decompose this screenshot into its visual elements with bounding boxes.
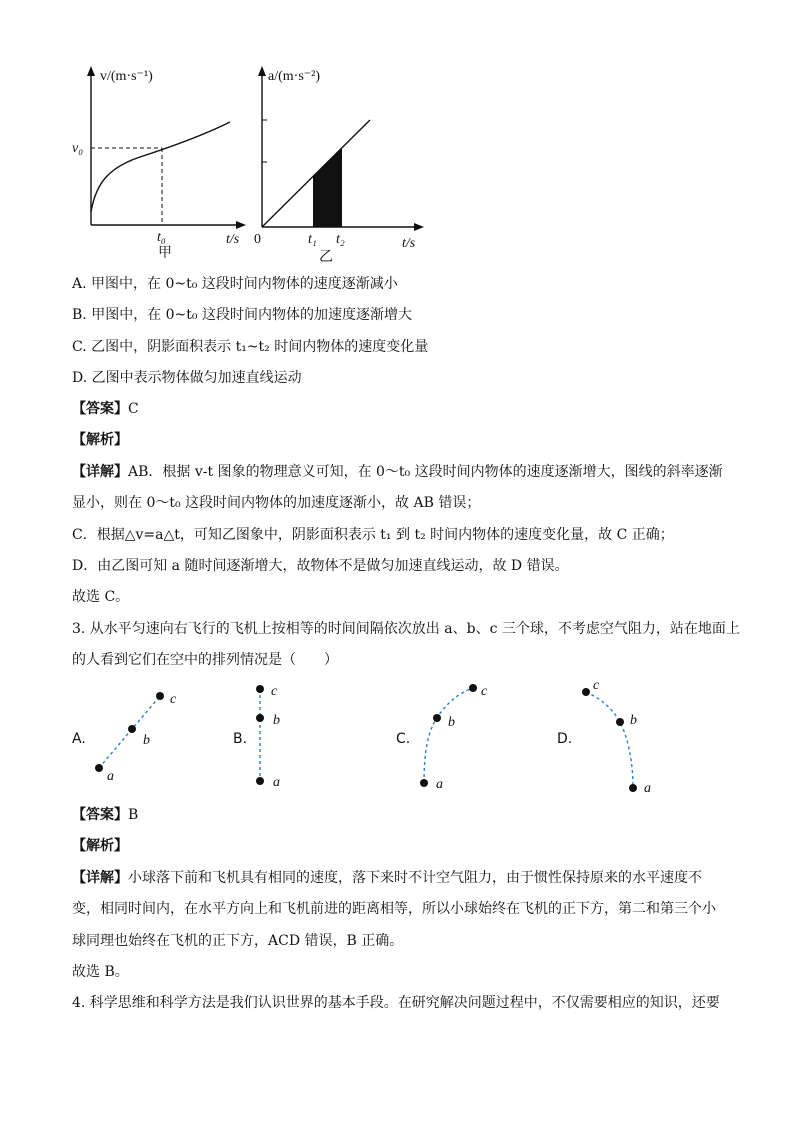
option-a-letter: A. <box>72 731 86 747</box>
option-b-letter: B. <box>233 731 248 747</box>
option-d-ball-a <box>629 784 637 792</box>
q3-stem-1: 3. 从水平匀速向右飞行的飞机上按相等的时间间隔依次放出 a、b、c 三个球，不考虑空气阻力，站在地面上 <box>72 621 740 637</box>
option-d-ball-c <box>582 688 590 696</box>
option-b-label-c: c <box>271 684 278 699</box>
option-b-ball-a <box>256 777 264 785</box>
graph-yi <box>250 62 430 265</box>
x-axis-arrow <box>236 221 246 229</box>
option-d-letter: D. <box>557 731 573 747</box>
q2-option-b: B. 甲图中，在 0~t₀ 这段时间内物体的加速度逐渐增大 <box>72 307 412 323</box>
graph-yi-t2: t₂ <box>336 232 345 247</box>
option-d-path <box>586 692 633 788</box>
option-a-label-b: b <box>143 733 150 748</box>
answer-tag: 【答案】 <box>72 807 128 823</box>
graph-yi-xlabel: t/s <box>402 236 416 251</box>
answer-tag: 【答案】 <box>72 401 128 417</box>
analysis-tag: 【解析】 <box>72 838 128 854</box>
detail-text: 小球落下前和飞机具有相同的速度，落下来时不计空气阻力，由于惯性保持原来的水平速度不 <box>128 870 702 886</box>
detail-tag: 【详解】 <box>72 870 128 886</box>
q3-detail-2: 变，相同时间内，在水平方向上和飞机前进的距离相等，所以小球始终在飞机的正下方，第二和第三个小 <box>72 901 716 917</box>
option-b-ball-b <box>256 714 264 722</box>
q4-stem-1: 4. 科学思维和科学方法是我们认识世界的基本手段。在研究解决问题过程中，不仅需要相应的知识，还要 <box>72 995 720 1011</box>
graph-jia-t0: t₀ <box>157 230 166 245</box>
graph-yi-origin: 0 <box>254 232 261 247</box>
option-c-letter: C. <box>396 731 411 747</box>
option-d-label-a: a <box>644 781 651 796</box>
analysis-tag: 【解析】 <box>72 432 128 448</box>
graph-jia-caption: 甲 <box>158 245 172 261</box>
y-axis-arrow <box>258 66 266 76</box>
option-b-label-b: b <box>273 713 280 728</box>
option-a-ball-b <box>128 725 136 733</box>
q3-answer <box>72 805 138 825</box>
graph-jia-ylabel: v/(m·s⁻¹) <box>100 69 153 84</box>
q3-conclusion: 故选 B。 <box>72 964 129 980</box>
q2-detail-1b: 显小，则在 0～t₀ 这段时间内物体的加速度逐渐小，故 AB 错误； <box>72 495 481 511</box>
graph-jia-v0: v₀ <box>72 141 84 156</box>
y-axis-arrow <box>87 66 95 76</box>
option-b-ball-c <box>256 685 264 693</box>
option-b-label-a: a <box>273 775 280 790</box>
q2-option-a: A. 甲图中，在 0~t₀ 这段时间内物体的速度逐渐减小 <box>72 276 398 292</box>
q2-option-c: C. 乙图中，阴影面积表示 t₁~t₂ 时间内物体的速度变化量 <box>72 339 429 355</box>
answer-value: C <box>128 401 139 417</box>
option-c-label-c: c <box>481 684 488 699</box>
option-d-label-c: c <box>593 678 600 693</box>
shaded-area <box>313 148 342 227</box>
q2-detail-2: C．根据△v=a△t，可知乙图象中，阴影面积表示 t₁ 到 t₂ 时间内物体的速度变化量，故 C 正确； <box>72 527 674 543</box>
option-c-label-a: a <box>436 777 443 792</box>
option-c-ball-c <box>469 684 477 692</box>
option-c-ball-b <box>433 714 441 722</box>
graph-yi-caption: 乙 <box>319 249 333 265</box>
option-d-ball-b <box>616 718 624 726</box>
q2-conclusion: 故选 C。 <box>72 589 130 605</box>
x-axis-arrow <box>414 223 424 231</box>
option-a-label-c: c <box>170 692 177 707</box>
velocity-curve <box>91 122 230 212</box>
graph-jia <box>70 62 250 262</box>
graph-yi-ylabel: a/(m·s⁻²) <box>268 69 321 84</box>
q3-detail-3: 球同理也始终在飞机的正下方，ACD 错误，B 正确。 <box>72 933 404 949</box>
q3-analysis-tag <box>72 836 128 856</box>
graph-yi-t1: t₁ <box>308 232 317 247</box>
q3-options-figure <box>60 676 740 806</box>
answer-value: B <box>128 807 139 823</box>
q2-option-d: D. 乙图中表示物体做匀加速直线运动 <box>72 370 302 386</box>
q3-detail-1 <box>72 868 702 888</box>
q2-detail-1a <box>72 462 723 482</box>
q2-answer <box>72 399 139 419</box>
option-a-ball-a <box>95 764 103 772</box>
option-c-label-b: b <box>448 715 455 730</box>
option-c-path <box>424 688 473 783</box>
option-a-ball-c <box>156 692 164 700</box>
q2-analysis-tag <box>72 430 128 450</box>
detail-text: AB．根据 v-t 图象的物理意义可知，在 0～t₀ 这段时间内物体的速度逐渐增大，图线的斜率逐渐 <box>128 464 723 480</box>
graph-jia-xlabel: t/s <box>226 232 240 247</box>
q3-stem-2: 的人看到它们在空中的排列情况是（ ） <box>72 652 338 668</box>
option-c-ball-a <box>420 779 428 787</box>
detail-tag: 【详解】 <box>72 464 128 480</box>
q2-detail-3: D．由乙图可知 a 随时间逐渐增大，故物体不是做匀加速直线运动，故 D 错误。 <box>72 558 569 574</box>
option-a-label-a: a <box>107 769 114 784</box>
option-d-label-b: b <box>630 713 637 728</box>
